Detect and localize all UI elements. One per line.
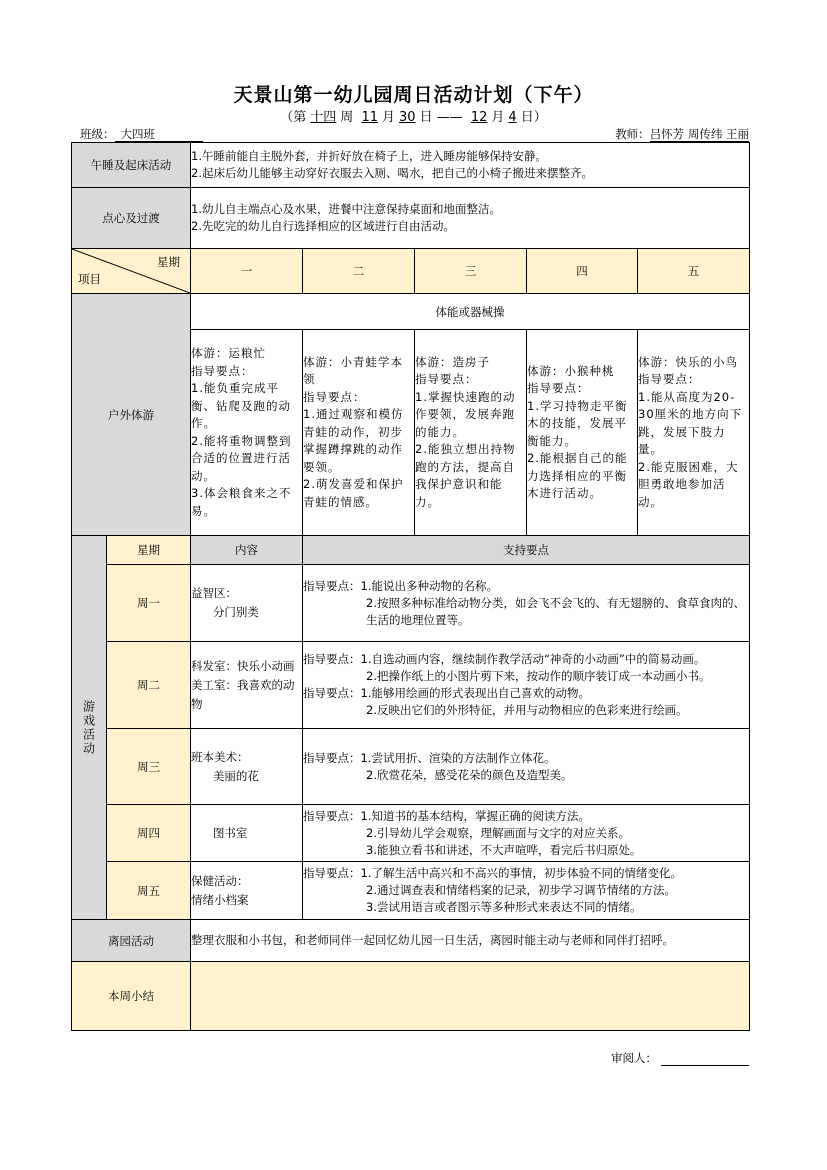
games-row-fri: [72, 862, 750, 920]
reviewer-signature-line[interactable]: [661, 1053, 749, 1066]
guide-item: 3.能独立看书和讲述，不大声喧哗，看完后书归原处。: [366, 842, 642, 857]
guide-item: 1.能说出多种动物的名称。: [360, 578, 498, 593]
month-label-2: 月: [491, 110, 505, 125]
guide-line: [303, 882, 749, 899]
game-day: 周一: [107, 565, 191, 642]
game-day: 周二: [107, 642, 191, 729]
nap-line: 1.午睡前能自主脱外套，并折好放在椅子上，进入睡房能够保持安静。: [191, 149, 547, 163]
weekday-mon: 一: [191, 249, 303, 294]
teacher-info: [615, 126, 749, 142]
game-content: 班本美术： 美丽的花: [191, 729, 303, 805]
snack-line: 2.先吃完的幼儿自行选择相应的区域进行自由活动。: [191, 219, 455, 233]
guide-item: 3.尝试用语言或者图示等多种形式来表达不同的情绪。: [366, 900, 642, 914]
outdoor-thu: [527, 330, 638, 536]
guide-line: [303, 685, 749, 702]
outdoor-wed-text: 体游：造房子 指导要点： 1.掌握快速跑的动作要领，发展奔跑的能力。 2.能独立想出持物跑的方法，提高自我保护意识和能力。: [415, 354, 516, 509]
summary-row: [72, 962, 750, 1031]
guide-line: [303, 808, 749, 825]
day-label: 日: [419, 110, 433, 125]
leave-row: [72, 920, 750, 962]
game-content: 益智区： 分门别类: [191, 565, 303, 642]
game-day: 周四: [107, 805, 191, 862]
guide-line: [303, 865, 749, 882]
games-header-row: [72, 536, 750, 565]
weekday-thu: 四: [527, 249, 638, 294]
guide-item: 1.能够用绘画的形式表现出自己喜欢的动物。: [360, 686, 590, 700]
leave-label: 离园活动: [72, 920, 191, 962]
end-day: 4: [508, 110, 517, 125]
guide-line: [303, 767, 749, 784]
snack-label: 点心及过渡: [72, 188, 191, 249]
snack-line: 1.幼儿自主端点心及水果，进餐中注意保持桌面和地面整洁。: [191, 202, 501, 216]
guide-item: 2.欣赏花朵，感受花朵的颜色及造型美。: [366, 767, 573, 782]
class-value: 大四班: [115, 128, 203, 142]
guide-label: 指导要点：: [303, 652, 361, 666]
game-support: [303, 642, 750, 729]
game-support: [303, 565, 750, 642]
guide-item: 2.按照多种标准给动物分类，如会飞不会飞的、有无翅膀的、食草食肉的、生活的地理位置等。: [366, 595, 745, 627]
guide-line: [303, 750, 749, 767]
guide-line: [303, 842, 749, 859]
game-support: [303, 805, 750, 862]
game-day: 周五: [107, 862, 191, 920]
activity-plan-table: [71, 142, 750, 1031]
guide-item: 2.把操作纸上的小图片剪下来，按动作的顺序装订成一本动画小书。: [366, 669, 711, 683]
games-col-content: 内容: [191, 536, 303, 565]
outdoor-mon-text: 体游：运粮忙 指导要点： 1.能负重完成平衡、钻爬及跑的动作。 2.能将重物调整到合适的位置进行活动。 3.体会粮食来之不易。: [191, 346, 292, 518]
guide-label: 指导要点：: [303, 866, 361, 880]
month-label: 月: [382, 110, 396, 125]
outdoor-fri: [638, 330, 750, 536]
guide-line: [303, 899, 749, 916]
guide-line: [303, 651, 749, 668]
guide-item: 1.了解生活中高兴和不高兴的事情，初步体验不同的情绪变化。: [360, 866, 682, 880]
guide-item: 1.自选动画内容，继续制作教学活动“神奇的小动画”中的简易动画。: [360, 652, 706, 666]
outdoor-tue-text: 体游：小青蛙学本领 指导要点： 1.通过观察和模仿青蛙的动作，初步掌握蹲撑跳的动作要领。 2.萌发喜爱和保护青蛙的情感。: [303, 354, 404, 509]
paren-close: 日）: [520, 110, 547, 125]
outdoor-tue: [303, 330, 415, 536]
game-content: 图书室: [191, 805, 303, 862]
class-info: [80, 126, 203, 142]
games-col-day: 星期: [107, 536, 191, 565]
start-month: 11: [361, 110, 378, 125]
guide-line: [303, 702, 749, 719]
weekday-wed: 三: [415, 249, 527, 294]
guide-item: 1.知道书的基本结构，掌握正确的阅读方法。: [360, 808, 590, 823]
teacher-value: 吕怀芳 周传纬 王丽: [649, 127, 749, 141]
leave-content: 整理衣服和小书包，和老师同伴一起回忆幼儿园一日生活，离园时能主动与老师和同伴打招呼。: [191, 920, 750, 962]
end-month: 12: [470, 110, 488, 125]
games-label-cell: [72, 536, 107, 920]
nap-row: [72, 143, 750, 188]
start-day: 30: [399, 110, 416, 125]
summary-content[interactable]: [191, 962, 750, 1031]
game-content: 保健活动： 情绪小档案: [191, 862, 303, 920]
nap-line: 2.起床后幼儿能够主动穿好衣服去入厕、喝水，把自己的小椅子搬进来摆整齐。: [191, 166, 593, 180]
date-range: [0, 106, 827, 125]
corner-cell: [72, 249, 191, 294]
page-title: 天景山第一幼儿园周日活动计划（下午）: [233, 84, 594, 106]
weekday-tue: 二: [303, 249, 415, 294]
outdoor-mon: [191, 330, 303, 536]
summary-label: 本周小结: [72, 962, 191, 1031]
guide-item: 2.反映出它们的外形特征，并用与动物相应的色彩来进行绘画。: [366, 703, 688, 717]
corner-weekday-label: 星期: [157, 255, 180, 269]
snack-row: [72, 188, 750, 249]
games-row-thu: [72, 805, 750, 862]
game-support: [303, 729, 750, 805]
outdoor-wed: [415, 330, 527, 536]
guide-label: 指导要点：: [303, 808, 361, 823]
guide-line: [303, 578, 749, 595]
reviewer-label: 审阅人：: [611, 1051, 657, 1065]
games-row-wed: [72, 729, 750, 805]
outdoor-label: 户外体游: [72, 294, 191, 536]
guide-item: 2.通过调查表和情绪档案的记录，初步学习调节情绪的方法。: [366, 883, 676, 897]
weekday-fri: 五: [638, 249, 750, 294]
game-content: 科发室：快乐小动画 美工室：我喜欢的动物: [191, 642, 303, 729]
class-label: 班级：: [80, 127, 115, 141]
guide-item: 2.引导幼儿学会观察，理解画面与文字的对应关系。: [366, 825, 630, 840]
snack-content: [191, 188, 750, 249]
guide-item: 1.尝试用折、渲染的方法制作立体花。: [360, 750, 556, 765]
guide-line: [303, 825, 749, 842]
game-day: 周三: [107, 729, 191, 805]
dash: ——: [436, 110, 463, 125]
games-col-support: 支持要点: [303, 536, 750, 565]
games-row-mon: [72, 565, 750, 642]
teacher-label: 教师：: [615, 127, 650, 141]
outdoor-fri-text: 体游：快乐的小鸟 指导要点： 1.能从高度为20-30厘米的地方向下跳，发展下肢力量。 2.能克服困难，大胆勇敢地参加活动。: [638, 354, 743, 509]
paren-open: （第: [280, 110, 307, 125]
week-label: 周: [340, 110, 354, 125]
nap-label: 午睡及起床活动: [72, 143, 191, 188]
reviewer-field: [611, 1050, 749, 1066]
outdoor-banner: 体能或器械操: [191, 294, 750, 330]
game-support: [303, 862, 750, 920]
weekday-header-row: [72, 249, 750, 294]
guide-label: 指导要点：: [303, 686, 361, 700]
corner-item-label: 项目: [78, 272, 101, 286]
guide-line: [303, 595, 749, 629]
outdoor-banner-row: [72, 294, 750, 330]
nap-content: [191, 143, 750, 188]
games-row-tue: [72, 642, 750, 729]
games-label: 游戏活动: [81, 699, 96, 756]
guide-label: 指导要点：: [303, 750, 361, 765]
guide-line: [303, 668, 749, 685]
guide-label: 指导要点：: [303, 578, 361, 593]
week-number: 十四: [310, 110, 337, 125]
outdoor-thu-text: 体游：小猴种桃 指导要点： 1.学习持物走平衡木的技能，发展平衡能力。 2.能根据自己的能力选择相应的平衡木进行活动。: [527, 363, 628, 500]
